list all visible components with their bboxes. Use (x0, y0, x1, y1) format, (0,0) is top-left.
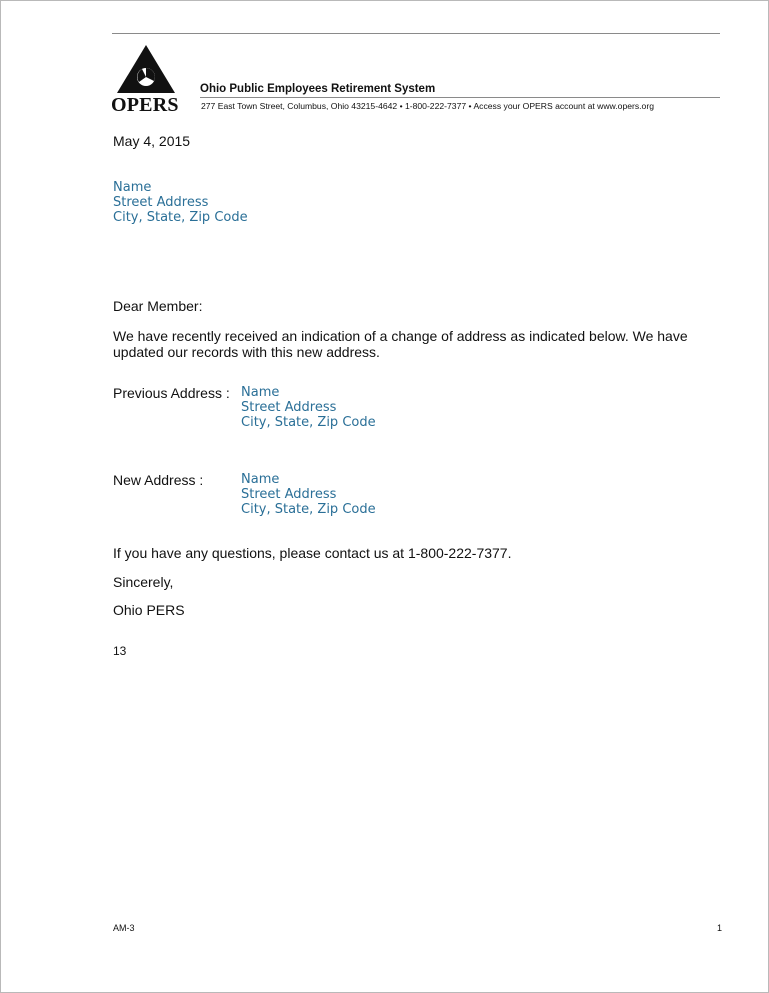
form-id: AM-3 (113, 923, 135, 933)
body-paragraph (113, 328, 713, 360)
previous-name: Name (241, 385, 280, 400)
questions-line: If you have any questions, please contact us at 1-800-222-7377. (113, 545, 512, 561)
paragraph-line: updated our records with this new address. (113, 344, 380, 360)
new-city: City, State, Zip Code (241, 502, 376, 517)
new-address (241, 472, 376, 517)
recipient-address (113, 180, 248, 225)
organization-contact-info: 277 East Town Street, Columbus, Ohio 43215-4642 • 1-800-222-7377 • Access your OPERS account at www.opers.org (201, 101, 654, 111)
previous-address-label: Previous Address : (113, 385, 230, 401)
header-rule (200, 97, 720, 98)
recipient-name: Name (113, 180, 152, 195)
new-address-label: New Address : (113, 472, 204, 488)
salutation: Dear Member: (113, 298, 203, 314)
logo-text: OPERS (111, 94, 179, 116)
top-rule (112, 33, 720, 34)
new-street: Street Address (241, 487, 337, 502)
new-name: Name (241, 472, 280, 487)
signature: Ohio PERS (113, 602, 185, 618)
organization-name: Ohio Public Employees Retirement System (200, 83, 436, 95)
page-number: 1 (717, 923, 723, 933)
previous-city: City, State, Zip Code (241, 415, 376, 430)
letter-code: 13 (113, 644, 127, 658)
paragraph-line: We have recently received an indication of a change of address as indicated below. We have (113, 328, 688, 344)
recipient-street: Street Address (113, 195, 209, 210)
recipient-city: City, State, Zip Code (113, 210, 248, 225)
closing: Sincerely, (113, 574, 174, 590)
letter-date: May 4, 2015 (113, 133, 191, 149)
previous-street: Street Address (241, 400, 337, 415)
previous-address (241, 385, 376, 430)
